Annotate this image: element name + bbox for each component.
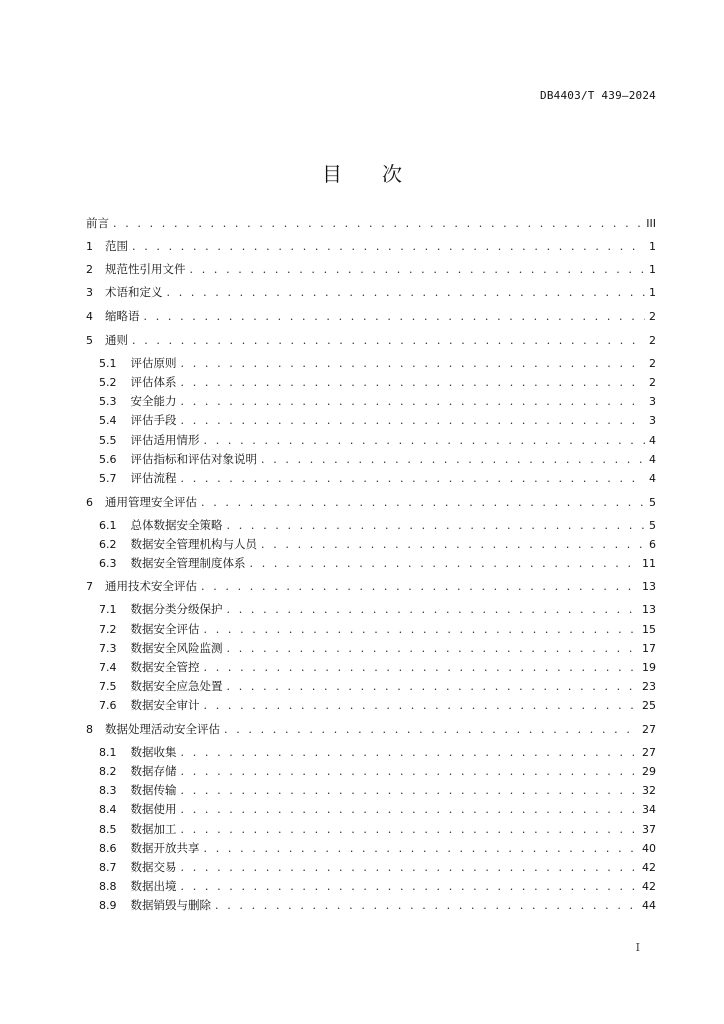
toc-entry-page: 25	[642, 699, 656, 712]
toc-entry-label: 数据传输	[130, 783, 177, 797]
toc-entry-number: 5	[86, 334, 93, 347]
toc-dot-leader	[132, 239, 645, 255]
toc-entry-page: 1	[649, 263, 656, 276]
toc-dot-leader	[204, 660, 639, 676]
toc-entry-label: 评估手段	[130, 413, 177, 427]
toc-entry-number: 8.7	[99, 861, 117, 874]
toc-entry[interactable]	[99, 412, 656, 428]
toc-entry[interactable]	[99, 821, 656, 837]
toc-entry[interactable]	[86, 238, 656, 254]
toc-entry-label: 缩略语	[105, 309, 140, 323]
toc-dot-leader	[181, 413, 646, 429]
toc-entry-number: 5.6	[99, 453, 117, 466]
toc-dot-leader	[113, 216, 642, 232]
toc-dot-leader	[204, 841, 639, 857]
toc-entry-page: 42	[642, 880, 656, 893]
toc-dot-leader	[144, 309, 646, 325]
toc-dot-leader	[250, 556, 639, 572]
toc-entry-page: 3	[649, 414, 656, 427]
toc-entry-label: 数据安全审计	[130, 698, 200, 712]
toc-entry[interactable]	[99, 801, 656, 817]
toc-entry[interactable]	[86, 721, 656, 737]
toc-entry-number: 8.9	[99, 899, 117, 912]
toc-entry-page: 3	[649, 395, 656, 408]
toc-dot-leader	[181, 471, 646, 487]
toc-dot-leader	[201, 495, 645, 511]
toc-entry-page: 2	[649, 310, 656, 323]
toc-entry[interactable]	[99, 393, 656, 409]
toc-entry-page: 11	[642, 557, 656, 570]
toc-entry-page: 27	[642, 723, 656, 736]
toc-entry-number: 7.4	[99, 661, 117, 674]
toc-entry-label: 总体数据安全策略	[130, 518, 223, 532]
toc-entry[interactable]	[99, 355, 656, 371]
toc-entry-number: 5.1	[99, 357, 117, 370]
toc-entry-label: 通用管理安全评估	[105, 495, 197, 509]
toc-dot-leader	[167, 285, 646, 301]
toc-entry-number: 8.1	[99, 746, 117, 759]
toc-entry-label: 数据安全管理机构与人员	[130, 537, 257, 551]
toc-entry-number: 5.4	[99, 414, 117, 427]
toc-entry-number: 7.3	[99, 642, 117, 655]
toc-entry-label: 数据出境	[130, 879, 177, 893]
toc-dot-leader	[181, 879, 639, 895]
toc-entry-number: 6.1	[99, 519, 117, 532]
toc-entry-number: 3	[86, 286, 93, 299]
toc-entry[interactable]	[99, 536, 656, 552]
toc-entry[interactable]	[99, 659, 656, 675]
toc-entry-number: 7.6	[99, 699, 117, 712]
toc-dot-leader	[181, 860, 639, 876]
toc-entry-number: 8.8	[99, 880, 117, 893]
toc-entry-label: 评估原则	[130, 356, 177, 370]
toc-entry[interactable]	[86, 261, 656, 277]
toc-dot-leader	[261, 537, 645, 553]
toc-entry-number: 7.1	[99, 603, 117, 616]
toc-entry-page: 13	[642, 580, 656, 593]
toc-entry-number: 8.4	[99, 803, 117, 816]
toc-dot-leader	[201, 579, 638, 595]
page-number: I	[635, 941, 640, 954]
toc-entry-page: 13	[642, 603, 656, 616]
toc-entry-page: 27	[642, 746, 656, 759]
toc-entry[interactable]	[99, 878, 656, 894]
toc-entry[interactable]	[86, 332, 656, 348]
toc-entry-label: 数据安全风险监测	[130, 641, 223, 655]
toc-entry[interactable]	[99, 744, 656, 760]
toc-entry-number: 8.6	[99, 842, 117, 855]
toc-entry-page: 44	[642, 899, 656, 912]
toc-entry-page: 4	[649, 453, 656, 466]
toc-dot-leader	[132, 333, 645, 349]
toc-entry[interactable]	[86, 578, 656, 594]
toc-entry-label: 评估流程	[130, 471, 177, 485]
toc-dot-leader	[227, 602, 639, 618]
toc-entry[interactable]	[99, 621, 656, 637]
toc-entry-label: 数据收集	[130, 745, 177, 759]
toc-entry-page: III	[646, 217, 656, 230]
toc-entry-label: 数据安全管理制度体系	[130, 556, 246, 570]
toc-entry[interactable]	[99, 763, 656, 779]
toc-dot-leader	[181, 356, 646, 372]
toc-entry[interactable]	[86, 308, 656, 324]
toc-entry-label: 通用技术安全评估	[105, 579, 197, 593]
toc-entry[interactable]	[99, 897, 656, 913]
toc-entry-number: 7.5	[99, 680, 117, 693]
toc-entry-label: 通则	[105, 333, 128, 347]
toc-entry-label: 数据处理活动安全评估	[105, 722, 220, 736]
toc-entry[interactable]	[99, 782, 656, 798]
toc-entry[interactable]	[99, 470, 656, 486]
toc-entry-label: 范围	[105, 239, 128, 253]
toc-entry-page: 5	[649, 519, 656, 532]
toc-entry-page: 1	[649, 240, 656, 253]
toc-entry-label: 安全能力	[130, 394, 177, 408]
toc-entry-page: 2	[649, 334, 656, 347]
toc-entry-number: 1	[86, 240, 93, 253]
toc-entry-label: 数据开放共享	[130, 841, 200, 855]
toc-entry-page: 32	[642, 784, 656, 797]
toc-entry-number: 6.3	[99, 557, 117, 570]
toc-dot-leader	[190, 262, 646, 278]
toc-entry[interactable]	[99, 374, 656, 390]
toc-entry-number: 6.2	[99, 538, 117, 551]
toc-entry-page: 40	[642, 842, 656, 855]
toc-entry-label: 前言	[86, 216, 109, 230]
toc-entry-number: 8	[86, 723, 93, 736]
toc-entry-page: 1	[649, 286, 656, 299]
toc-entry-number: 5.7	[99, 472, 117, 485]
toc-entry-page: 6	[649, 538, 656, 551]
toc-dot-leader	[204, 622, 639, 638]
toc-entry-label: 术语和定义	[105, 285, 163, 299]
toc-entry[interactable]	[99, 555, 656, 571]
toc-entry-label: 数据安全管控	[130, 660, 200, 674]
toc-entry-page: 34	[642, 803, 656, 816]
toc-entry-page: 17	[642, 642, 656, 655]
toc-dot-leader	[261, 452, 645, 468]
toc-dot-leader	[181, 394, 646, 410]
toc-dot-leader	[181, 375, 646, 391]
toc-entry-label: 数据使用	[130, 802, 177, 816]
toc-entry-number: 4	[86, 310, 93, 323]
toc-entry-number: 7.2	[99, 623, 117, 636]
toc-dot-leader	[224, 722, 638, 738]
document-code: DB4403/T 439—2024	[540, 89, 656, 102]
toc-entry-page: 2	[649, 357, 656, 370]
toc-entry-page: 2	[649, 376, 656, 389]
toc-entry-number: 2	[86, 263, 93, 276]
toc-entry-label: 规范性引用文件	[105, 262, 186, 276]
toc-entry[interactable]	[99, 840, 656, 856]
toc-entry-label: 数据交易	[130, 860, 177, 874]
toc-dot-leader	[227, 641, 639, 657]
toc-dot-leader	[181, 764, 639, 780]
toc-dot-leader	[215, 898, 638, 914]
toc-entry-number: 7	[86, 580, 93, 593]
toc-entry[interactable]	[99, 601, 656, 617]
toc-entry-number: 5.2	[99, 376, 117, 389]
toc-entry-label: 数据存储	[130, 764, 177, 778]
toc-entry[interactable]	[99, 432, 656, 448]
toc-entry[interactable]	[99, 678, 656, 694]
toc-dot-leader	[204, 698, 639, 714]
toc-entry[interactable]	[86, 284, 656, 300]
toc-entry-page: 4	[649, 434, 656, 447]
toc-entry-number: 8.5	[99, 823, 117, 836]
toc-entry-page: 29	[642, 765, 656, 778]
toc-dot-leader	[227, 518, 646, 534]
toc-entry-label: 数据销毁与删除	[130, 898, 211, 912]
toc-entry[interactable]	[99, 640, 656, 656]
toc-entry-number: 5.5	[99, 434, 117, 447]
page-title: 目 次	[322, 162, 402, 186]
toc-entry-label: 数据安全评估	[130, 622, 200, 636]
toc-entry-label: 评估体系	[130, 375, 177, 389]
toc-entry-page: 15	[642, 623, 656, 636]
toc-dot-leader	[204, 433, 646, 449]
toc-dot-leader	[181, 745, 639, 761]
toc-entry-page: 42	[642, 861, 656, 874]
toc-entry-page: 5	[649, 496, 656, 509]
toc-entry[interactable]	[86, 215, 656, 231]
toc-entry-page: 23	[642, 680, 656, 693]
toc-entry-label: 评估指标和评估对象说明	[130, 452, 257, 466]
toc-entry-label: 数据加工	[130, 822, 177, 836]
toc-entry-label: 数据分类分级保护	[130, 602, 223, 616]
toc-entry-page: 19	[642, 661, 656, 674]
toc-dot-leader	[227, 679, 639, 695]
toc-entry[interactable]	[99, 859, 656, 875]
toc-entry[interactable]	[99, 517, 656, 533]
toc-entry-page: 4	[649, 472, 656, 485]
toc-entry[interactable]	[99, 451, 656, 467]
toc-entry-number: 5.3	[99, 395, 117, 408]
toc-entry-page: 37	[642, 823, 656, 836]
toc-entry[interactable]	[99, 697, 656, 713]
toc-entry[interactable]	[86, 494, 656, 510]
toc-dot-leader	[181, 802, 639, 818]
toc-dot-leader	[181, 822, 639, 838]
toc-entry-label: 数据安全应急处置	[130, 679, 223, 693]
toc-entry-label: 评估适用情形	[130, 433, 200, 447]
toc-dot-leader	[181, 783, 639, 799]
toc-entry-number: 8.3	[99, 784, 117, 797]
toc-entry-number: 6	[86, 496, 93, 509]
toc-entry-number: 8.2	[99, 765, 117, 778]
